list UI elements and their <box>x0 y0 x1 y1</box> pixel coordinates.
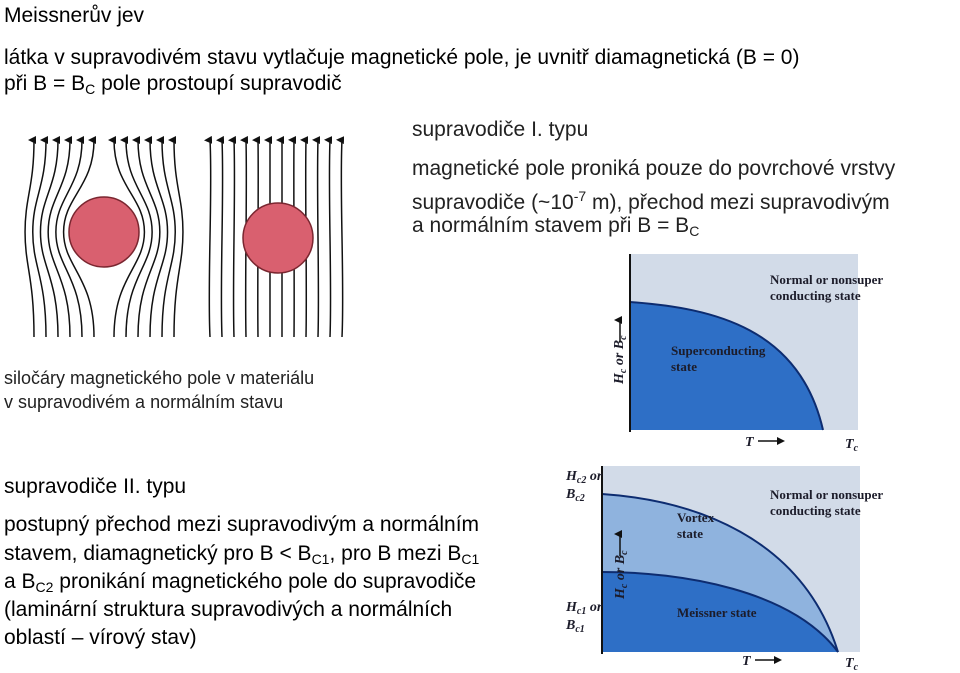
excluded-field-line <box>33 140 46 337</box>
vortex-label-2: state <box>677 526 703 541</box>
normal-sphere <box>243 203 313 273</box>
type2-p3 <box>4 569 476 600</box>
hc1-label-1: $H_{c1}$ or <box>566 600 603 617</box>
type2-p3a: a B <box>4 570 36 593</box>
type2-p1: postupný přechod mezi supravodivým a normálním <box>4 513 480 536</box>
intro-line-2 <box>4 71 342 102</box>
intro-text-1: látka v supravodivém stavu vytlačuje magnetické pole, je uvnitř diamagnetická (B = 0) <box>4 46 800 69</box>
type1-desc-sub: C <box>689 223 700 239</box>
excluded-field-line <box>138 140 160 337</box>
x-axis-Tc-label: $T_c$ <box>845 437 859 454</box>
page-title: Meissnerův jev <box>4 4 145 27</box>
sc-state-label-1: Superconducting <box>671 343 766 358</box>
type1-heading: supravodiče I. typu <box>412 118 589 141</box>
type2-p3-sub: C2 <box>35 579 54 595</box>
type1-desc-2 <box>412 184 890 215</box>
excluded-field-line <box>40 140 58 337</box>
excluded-field-line <box>150 140 168 337</box>
type2-phase-diagram <box>562 460 884 673</box>
penetrating-field-line <box>221 140 222 337</box>
type1-desc-3a: a normálním stavem při B = B <box>412 214 690 237</box>
x-axis-Tc-label-2: $T_c$ <box>845 656 859 673</box>
type2-p2 <box>4 541 479 572</box>
hc1-label-2: $B_{c1}$ <box>566 618 585 635</box>
normal-state-label-2: conducting state <box>770 288 861 303</box>
intro-sub: C <box>85 81 96 97</box>
vortex-label-1: Vortex <box>677 510 715 525</box>
excluded-field-line <box>48 140 70 337</box>
type1-exp: -7 <box>573 188 587 204</box>
type2-p2-sub1: C1 <box>311 551 330 567</box>
normal-state-label-4: conducting state <box>770 503 861 518</box>
type2-heading: supravodiče II. typu <box>4 475 187 498</box>
excluded-field-line <box>162 140 175 337</box>
intro-text-2b: pole prostoupí supravodič <box>95 72 342 95</box>
type1-desc-3 <box>412 213 699 244</box>
field-caption-1: siločáry magnetického pole v materiálu <box>4 368 315 388</box>
y-axis-label: $H_c$ or $B_c$ <box>612 335 629 384</box>
type2-p2a: stavem, diamagnetický pro B < B <box>4 542 312 565</box>
type1-phase-diagram <box>605 254 884 459</box>
normal-state-label-1: Normal or nonsuper <box>770 272 884 287</box>
penetrating-field-line <box>233 140 234 337</box>
field-lines-diagram <box>20 132 380 342</box>
type2-p2-sub2: C1 <box>461 551 480 567</box>
type2-p3b: pronikání magnetického pole do supravodiče <box>53 570 477 593</box>
hc2-label-1: $H_{c2}$ or <box>566 469 603 486</box>
type2-p4: (laminární struktura supravodivých a normálních <box>4 598 453 621</box>
y-axis-label-2: $H_c$ or $B_c$ <box>613 550 630 599</box>
meissner-label: Meissner state <box>677 605 757 620</box>
hc2-label-2: $B_{c2}$ <box>566 487 585 504</box>
type1-desc-1: magnetické pole proniká pouze do povrchové vrstvy <box>412 157 896 180</box>
intro-line-1 <box>4 45 799 70</box>
penetrating-field-line <box>329 140 330 337</box>
field-caption-2: v supravodivém a normálním stavu <box>4 392 284 412</box>
penetrating-field-line <box>318 140 319 337</box>
type2-p5: oblastí – vírový stav) <box>4 626 197 649</box>
type1-desc-2a: supravodiče (~10 <box>412 191 574 214</box>
sc-state-label-2: state <box>671 359 697 374</box>
normal-state-label-3: Normal or nonsuper <box>770 487 884 502</box>
type2-p2b: , pro B mezi B <box>329 542 462 565</box>
x-axis-T-label: T <box>745 435 754 450</box>
penetrating-field-line <box>209 140 211 337</box>
x-axis-T-label-2: T <box>742 654 751 669</box>
intro-text-2a: při B = B <box>4 72 86 95</box>
superconductor-sphere <box>69 197 139 267</box>
penetrating-field-line <box>341 140 342 337</box>
type1-desc-2b: m), přechod mezi supravodivým <box>586 191 890 214</box>
